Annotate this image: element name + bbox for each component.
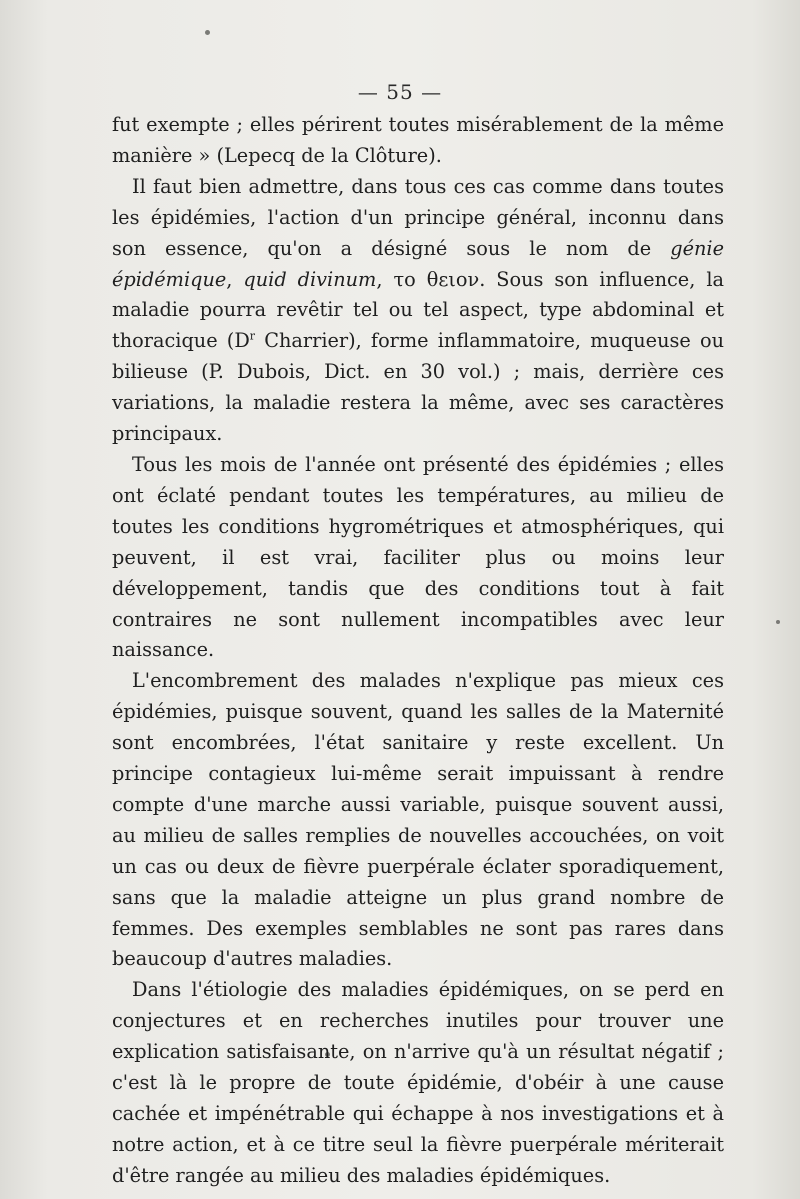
- paragraph-1: fut exempte ; elles périrent toutes misérablement de la même manière » (Lepecq de la Clôture).: [112, 113, 724, 167]
- paragraph-2-italic-quid: quid divinum: [243, 267, 377, 291]
- page-number: — 55 —: [357, 80, 443, 104]
- paragraph-2-text-a: Il faut bien admettre, dans tous ces cas comme dans toutes les épidémies, l'action d'un principe général, inconnu dans son essence, qu'on a désigné sous le nom de: [112, 174, 724, 260]
- ink-speck: [776, 620, 780, 624]
- paragraph-2-superscript: r: [249, 329, 256, 343]
- ink-speck: [205, 30, 210, 35]
- body-text: [112, 110, 724, 1192]
- paragraph-2-italic-genie: génie épidémique: [112, 236, 724, 291]
- paragraph-5: Dans l'étiologie des maladies épidémiques, on se perd en conjectures et en recherches inutiles pour trouver une explication satisfaisante, on n'arrive qu'à un résultat négatif ; c'est là le propre de toute épidémie, d'obéir à une cause cachée et impénétrable qui échappe à nos investigations et à notre action, et à ce titre seul la fièvre puerpérale mériterait d'être rangée au milieu des maladies épidémiques.: [112, 978, 724, 1187]
- paragraph-2: [112, 172, 724, 450]
- paragraph-2-text-b: ,: [226, 267, 244, 291]
- paragraph-3: Tous les mois de l'année ont présenté des épidémies ; elles ont éclaté pendant toutes les températures, au milieu de toutes les conditions hygrométriques et atmosphériques, qui peuvent, il est vrai, faciliter plus ou moins leur développement, tandis que des conditions tout à fait contraires ne sont nullement incompatibles avec leur naissance.: [112, 452, 724, 662]
- paragraph-4: L'encombrement des malades n'explique pas mieux ces épidémies, puisque souvent, quand les salles de la Maternité sont encombrées, l'état sanitaire y reste excellent. Un principe contagieux lui-même serait impuissant à rendre compte d'une marche aussi variable, puisque souvent aussi, au milieu de salles remplies de nouvelles accouchées, on voit un cas ou deux de fièvre puerpérale éclater sporadiquement, sans que la maladie atteigne un plus grand nombre de femmes. Des exemples semblables ne sont pas rares dans beaucoup d'autres maladies.: [112, 669, 724, 971]
- paragraph-2-text-c: , το θειον. Sous son influence, la maladie pourra revêtir tel ou tel aspect, type abdominal et thoracique (D: [112, 267, 724, 353]
- paragraph-2-text-d: Charrier), forme inflammatoire, muqueuse ou bilieuse (P. Dubois, Dict. en 30 vol.) ; mais, derrière ces variations, la maladie restera la même, avec ses caractères principaux.: [112, 329, 725, 446]
